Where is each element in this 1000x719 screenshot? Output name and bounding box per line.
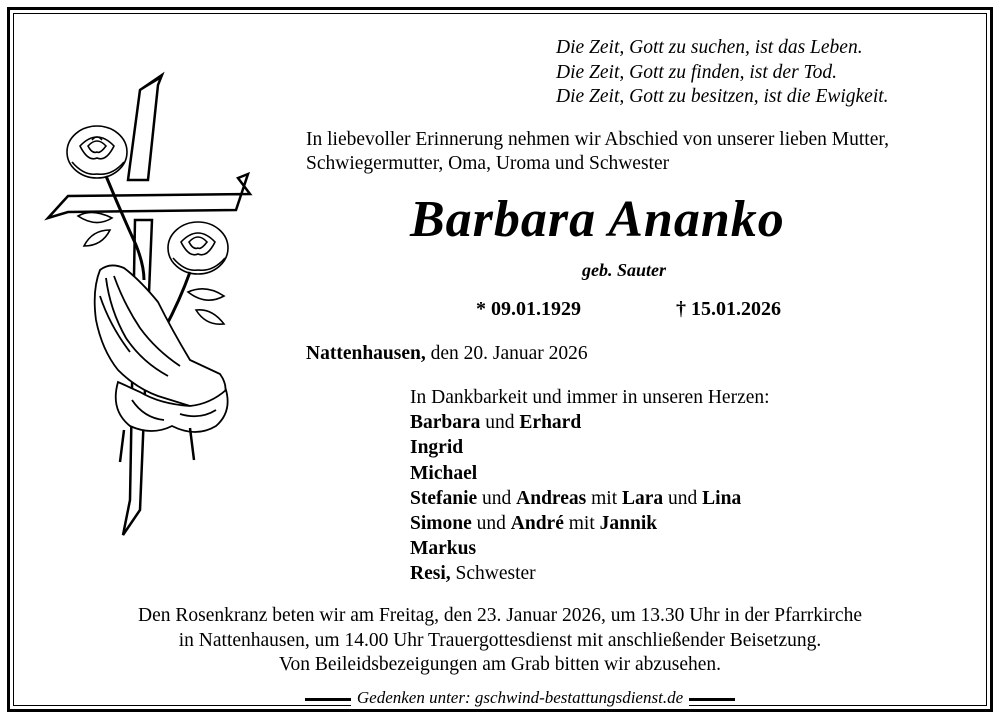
connector: und <box>480 412 520 434</box>
gedenken-wrap <box>305 688 735 708</box>
poem-line: Die Zeit, Gott zu finden, ist der Tod. <box>556 61 837 83</box>
birth-date: * 09.01.1929 <box>476 298 581 320</box>
mourner-row <box>410 435 770 460</box>
gedenken-bar <box>305 688 735 710</box>
place-date <box>306 343 588 365</box>
cross-roses-praying-hands-icon <box>40 70 260 545</box>
poem <box>556 36 889 110</box>
service-line-3: Von Beileidsbezeigungen am Grab bitten wir abzusehen. <box>278 654 722 675</box>
mourner-row <box>410 536 770 561</box>
mourner-row <box>410 410 770 435</box>
mourner-name: André <box>510 513 564 535</box>
gedenken-link[interactable]: Gedenken unter: gschwind-bestattungsdienst.de <box>351 688 689 707</box>
mourner-name: Lina <box>702 487 742 509</box>
mourner-name: Stefanie <box>410 487 478 509</box>
intro-line-2: Schwiegermutter, Oma, Uroma und Schwester <box>306 153 670 174</box>
mourner-row <box>410 561 770 586</box>
service-info <box>0 604 1000 678</box>
rose-bottom-icon <box>168 222 228 274</box>
maiden-name: geb. Sauter <box>582 260 667 280</box>
mourner-name: Barbara <box>410 412 481 434</box>
connector: mit <box>586 487 622 509</box>
mourner-name: Simone <box>410 513 472 535</box>
intro-text <box>306 128 889 176</box>
mourners-list <box>410 385 770 587</box>
service-line-2: in Nattenhausen, um 14.00 Uhr Trauergottesdienst mit anschließender Beisetzung. <box>178 629 822 651</box>
rose-top-icon <box>67 126 127 178</box>
mourner-name: Jannik <box>599 513 658 535</box>
place: Nattenhausen, <box>306 343 426 364</box>
poem-line: Die Zeit, Gott zu besitzen, ist die Ewigkeit. <box>556 86 889 107</box>
date: den 20. Januar 2026 <box>425 343 588 364</box>
connector: mit <box>563 513 600 535</box>
mourner-name: Resi, <box>410 563 451 585</box>
connector: und <box>663 487 703 509</box>
mourner-name: Markus <box>410 538 477 560</box>
mourner-row <box>410 486 770 511</box>
connector: und <box>477 487 517 509</box>
relation: Schwester <box>450 563 536 585</box>
mourner-row <box>410 511 770 536</box>
mourner-name: Lara <box>622 487 664 509</box>
poem-line: Die Zeit, Gott zu suchen, ist das Leben. <box>556 37 863 58</box>
mourner-name: Erhard <box>519 412 582 434</box>
deceased-name: Barbara Ananko <box>410 191 785 248</box>
mourner-name: Ingrid <box>410 437 464 459</box>
death-date: † 15.01.2026 <box>676 298 781 320</box>
connector: und <box>471 513 511 535</box>
intro-line-1: In liebevoller Erinnerung nehmen wir Abschied von unserer lieben Mutter, <box>306 129 889 150</box>
mourner-name: Michael <box>410 462 478 484</box>
service-line-1: Den Rosenkranz beten wir am Freitag, den 23. Januar 2026, um 13.30 Uhr in der Pfarrkirche <box>137 605 862 626</box>
mourner-name: Andreas <box>516 487 587 509</box>
mourners-intro: In Dankbarkeit und immer in unseren Herzen: <box>410 387 770 408</box>
mourner-row <box>410 461 770 486</box>
